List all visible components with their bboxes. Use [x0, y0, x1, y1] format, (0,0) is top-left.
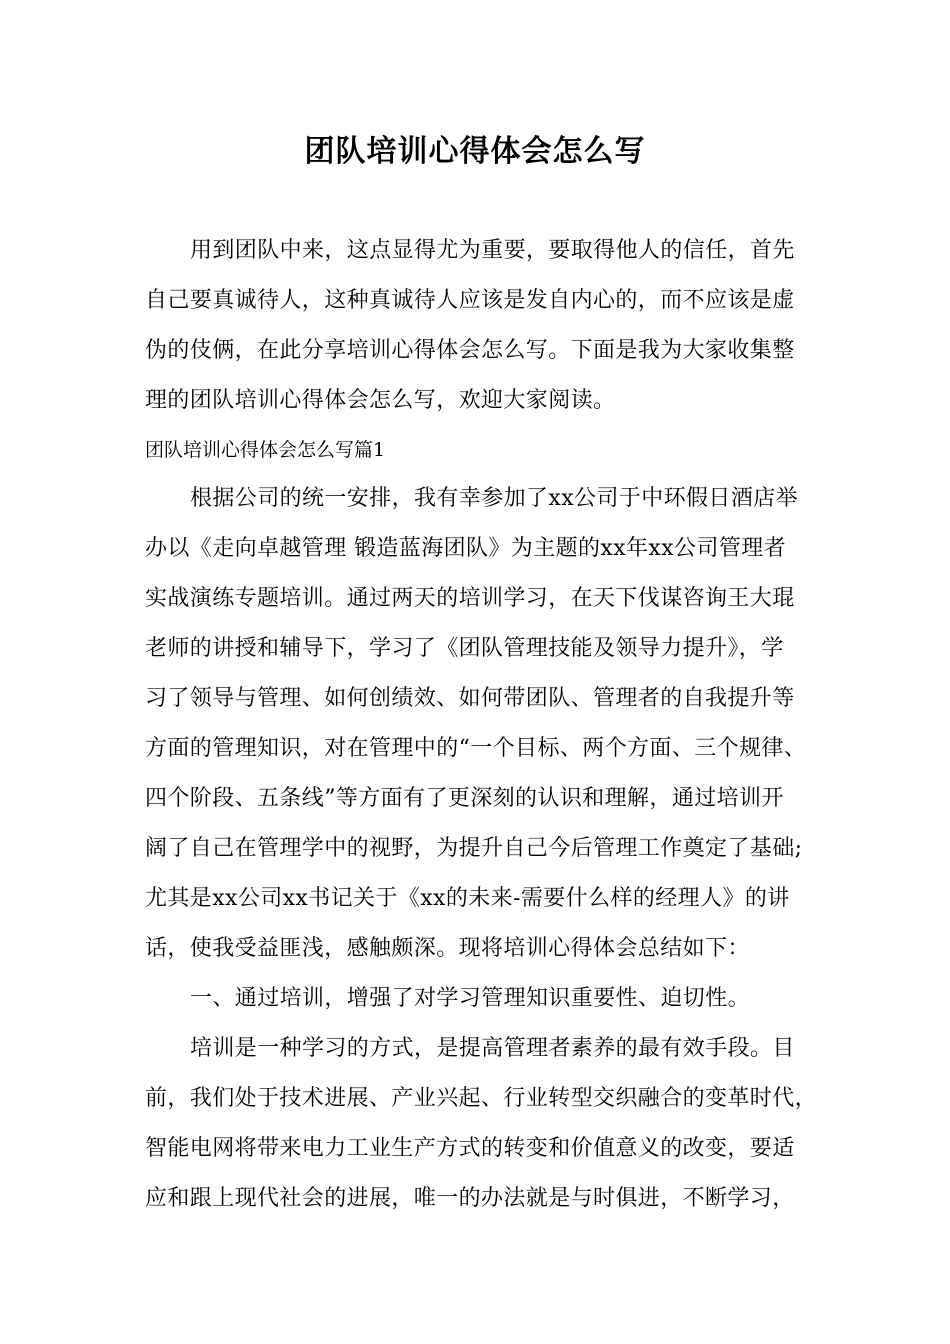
paragraph-line: 习了领导与管理、如何创绩效、如何带团队、管理者的自我提升等	[145, 686, 795, 711]
paragraph-line: 用到团队中来，这点显得尤为重要，要取得他人的信任，首先	[190, 238, 795, 263]
paragraph-line: 前，我们处于技术进展、产业兴起、行业转型交织融合的变革时代，	[145, 1086, 818, 1111]
section-heading: 团队培训心得体会怎么写篇1	[145, 439, 386, 461]
paragraph-line: 实战演练专题培训。通过两天的培训学习，在天下伐谋咨询王大琨	[145, 586, 795, 611]
paragraph-line: 话，使我受益匪浅，感触颇深。现将培训心得体会总结如下：	[145, 936, 750, 961]
paragraph-line: 尤其是xx公司xx书记关于《xx的未来-需要什么样的经理人》的讲	[145, 886, 790, 911]
paragraph-line: 老师的讲授和辅导下，学习了《团队管理技能及领导力提升》，学	[145, 636, 784, 661]
paragraph-line: 伪的伎俩，在此分享培训心得体会怎么写。下面是我为大家收集整	[145, 338, 795, 363]
paragraph-line: 办以《走向卓越管理 锻造蓝海团队》为主题的xx年xx公司管理者	[145, 536, 787, 561]
page-title: 团队培训心得体会怎么写	[304, 134, 646, 169]
paragraph-line: 应和跟上现代社会的进展，唯一的办法就是与时俱进，不断学习，	[145, 1186, 795, 1211]
paragraph-line: 理的团队培训心得体会怎么写，欢迎大家阅读。	[145, 388, 616, 413]
paragraph-line: 方面的管理知识，对在管理中的“一个目标、两个方面、三个规律、	[145, 736, 807, 761]
paragraph-line: 四个阶段、五条线”等方面有了更深刻的认识和理解，通过培训开	[145, 786, 784, 811]
paragraph-line: 培训是一种学习的方式，是提高管理者素养的最有效手段。目	[190, 1036, 795, 1061]
paragraph-line: 根据公司的统一安排，我有幸参加了xx公司于中环假日酒店举	[190, 486, 799, 511]
numbered-point: 一、通过培训，增强了对学习管理知识重要性、迫切性。	[190, 986, 751, 1011]
paragraph-line: 自己要真诚待人，这种真诚待人应该是发自内心的，而不应该是虚	[145, 288, 795, 313]
paragraph-line: 阔了自己在管理学中的视野，为提升自己今后管理工作奠定了基础;	[145, 836, 803, 861]
paragraph-line: 智能电网将带来电力工业生产方式的转变和价值意义的改变，要适	[145, 1136, 795, 1161]
